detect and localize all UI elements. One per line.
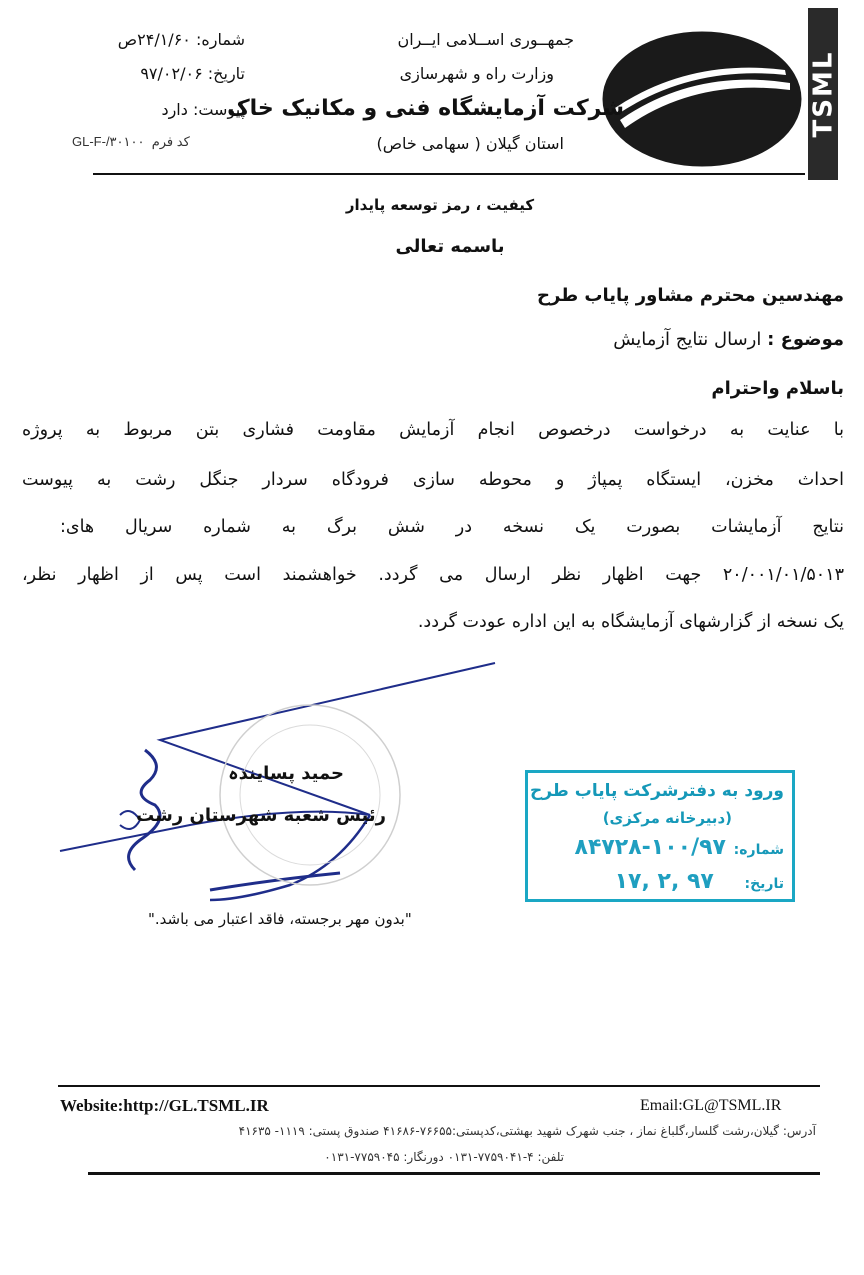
seal-note: "بدون مهر برجسته، فاقد اعتبار می باشد." xyxy=(148,910,412,928)
company-logo-icon xyxy=(600,28,805,170)
footer-phone: تلفن: ۴-۷۷۵۹۰۴۱-۰۱۳۱ دورنگار: ۷۷۵۹۰۴۵-۰۱۳۱ xyxy=(324,1150,564,1164)
invocation: باسمه تعالی xyxy=(395,236,505,257)
header-company: شرکت آزمایشگاه فنی و مکانیک خاک xyxy=(227,96,624,121)
footer-divider-top xyxy=(58,1085,820,1087)
stamp-subtitle: (دبیرخانه مرکزی) xyxy=(602,809,732,827)
form-code: GL-F-/۳۰۱۰۰ کد فرم xyxy=(72,134,190,149)
receipt-stamp xyxy=(525,770,795,902)
tsml-logo-strip xyxy=(808,8,838,180)
signatory-title: رئیس شعبه شهرستان رشت xyxy=(136,805,386,826)
logo-text: TSML xyxy=(808,50,838,138)
footer-divider-bottom xyxy=(88,1172,820,1175)
header-divider xyxy=(93,173,805,175)
header-ministry: وزارت راه و شهرسازی xyxy=(399,64,554,83)
body-line-3: نتایج آزمایشات بصورت یک نسخه در شش برگ به شماره سریال های: xyxy=(60,517,844,537)
signature-scribble-icon xyxy=(40,655,500,915)
body-line-4: ۲۰/۰۰۱/۰۱/۵۰۱۳ جهت اظهار نظر ارسال می گردد. خواهشمند است پس از اظهار نظر، xyxy=(22,565,844,585)
subject-value: ارسال نتایج آزمایش xyxy=(613,329,762,350)
header-province: استان گیلان ( سهامی خاص) xyxy=(376,134,564,153)
stamp-title: ورود به دفترشرکت پایاب طرح xyxy=(529,781,784,801)
footer-email: Email:GL@TSML.IR xyxy=(640,1097,782,1114)
subject-label: موضوع : xyxy=(767,329,844,350)
footer-website: Website:http://GL.TSML.IR xyxy=(60,1096,269,1115)
header-country: جمهــوری اســلامی ایــران xyxy=(397,30,574,49)
letter-attachment: پیوست: دارد xyxy=(161,100,245,119)
body-line-1: با عنایت به درخواست درخصوص انجام آزمایش مقاومت فشاری بتن مربوط به پروژه xyxy=(22,420,844,440)
body-line-5: یک نسخه از گزارشهای آزمایشگاه به این اداره عودت گردد. xyxy=(417,612,844,632)
subject-line xyxy=(613,329,844,350)
slogan: کیفیت ، رمز توسعه پایدار xyxy=(345,196,535,214)
stamp-date: تاریخ: ۹۷ ,۲ ,۱۷ xyxy=(614,869,784,894)
signatory-name: حمید پسایندہ xyxy=(228,763,344,784)
footer-address: آدرس: گیلان،رشت گلسار،گلباغ نماز ، جنب شهرک شهید بهشتی،کدپستی:۷۶۶۵۵-۴۱۶۸۶ صندوق پستی: ۱۱۱۹- ۴۱۶۳۵ xyxy=(238,1124,816,1138)
recipient: مهندسین محترم مشاور پایاب طرح xyxy=(537,285,844,306)
stamp-number: شماره: ۱۰۰/۹۷-۸۴۷۲۸ xyxy=(574,835,784,860)
greeting: باسلام واحترام xyxy=(711,378,844,399)
letter-date: تاریخ: ۹۷/۰۲/۰۶ xyxy=(140,64,245,83)
body-line-2: احداث مخزن، ایستگاه پمپاژ و محوطه سازی فرودگاه سردار جنگل رشت به پیوست xyxy=(22,470,844,490)
letter-number: شماره: ۲۴/۱/۶۰ص xyxy=(117,30,245,49)
